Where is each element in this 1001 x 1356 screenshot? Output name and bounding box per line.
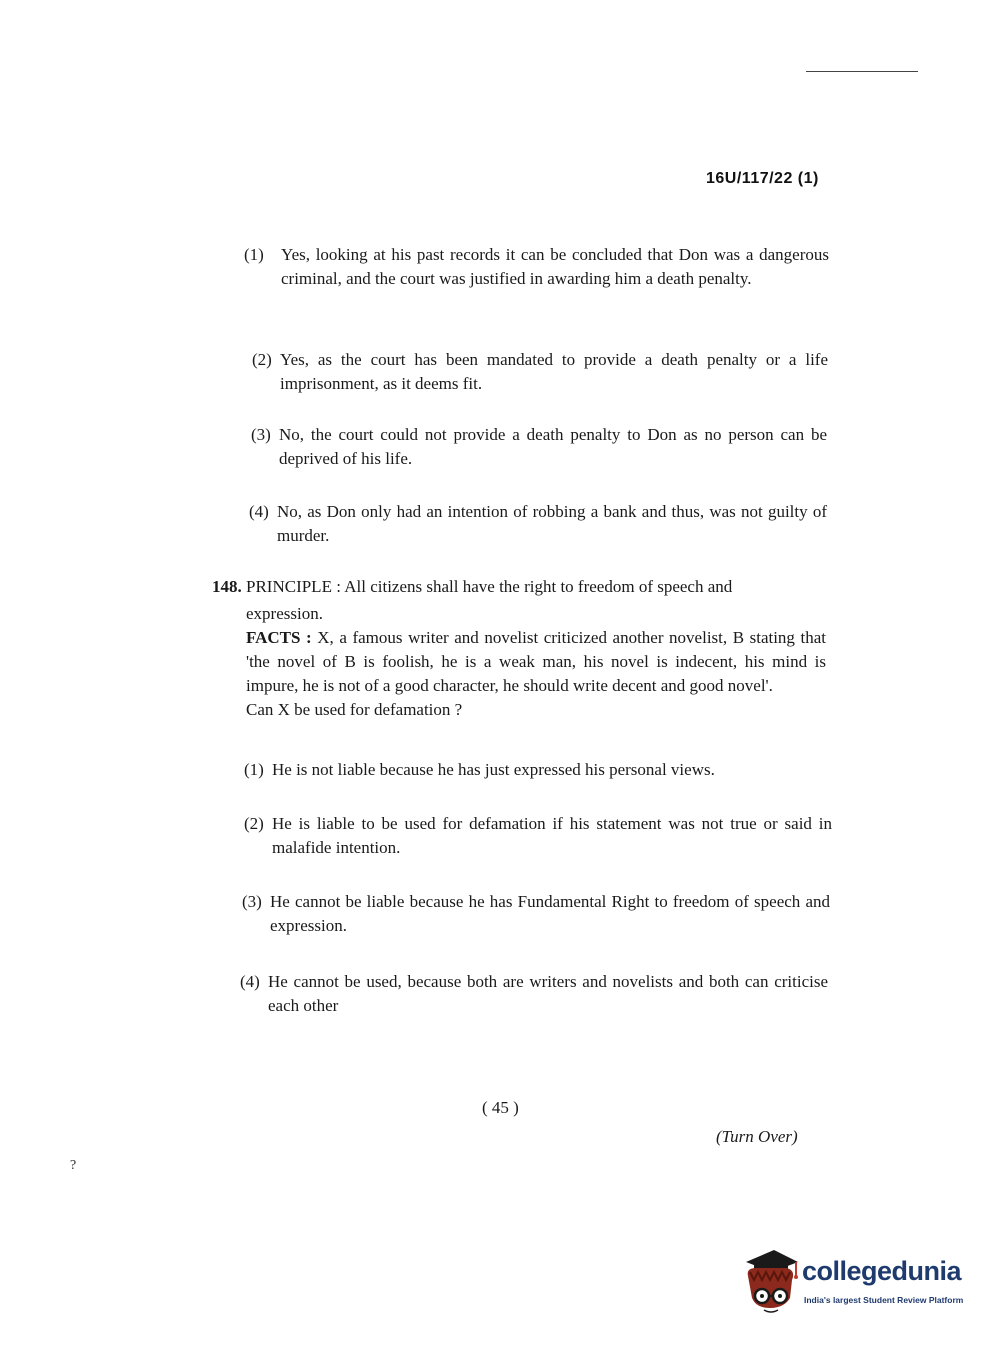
facts-block <box>246 626 826 698</box>
q148-option-1 <box>244 758 834 784</box>
facts-text: X, a famous writer and novelist criticized another novelist, B stating that 'the novel of B is foolish, he is a weak man, his novel is indecent, his mind is impure, he is not of a good character, he should write decent and good novel'. <box>246 628 826 695</box>
option-number: (2) <box>252 350 272 369</box>
brand-name: collegedunia <box>802 1256 962 1286</box>
option-number: (3) <box>242 892 262 911</box>
question-148-principle <box>212 575 830 599</box>
top-rule <box>806 71 918 72</box>
question-148-body <box>246 602 826 722</box>
prev-option-4 <box>249 500 831 548</box>
option-number: (1) <box>244 245 264 264</box>
option-text: He cannot be used, because both are writers and novelists and both can criticise each other <box>268 972 828 1015</box>
option-text: No, as Don only had an intention of robbing a bank and thus, was not guilty of murder. <box>277 502 827 545</box>
q148-option-3 <box>242 890 832 938</box>
page-number: ( 45 ) <box>482 1098 519 1117</box>
question-number: 148. <box>212 577 242 596</box>
principle-continuation: expression. <box>246 604 323 623</box>
q148-option-4 <box>240 970 830 1018</box>
option-number: (4) <box>240 972 260 991</box>
option-text: Yes, as the court has been mandated to provide a death penalty or a life imprisonment, as it deems fit. <box>280 350 828 393</box>
turn-over-note: (Turn Over) <box>716 1127 798 1146</box>
prev-option-1 <box>244 243 832 315</box>
prev-option-3 <box>251 423 831 471</box>
option-text: He is liable to be used for defamation if his statement was not true or said in malafide intention. <box>272 814 832 857</box>
prev-option-2 <box>252 348 832 396</box>
option-number: (4) <box>249 502 269 521</box>
option-text: He cannot be liable because he has Fundamental Right to freedom of speech and expression. <box>270 892 830 935</box>
q148-option-2 <box>244 812 834 860</box>
option-text: Yes, looking at his past records it can be concluded that Don was a dangerous criminal, and the court was justified in awarding him a death penalty. <box>281 245 829 288</box>
principle-text: PRINCIPLE : All citizens shall have the right to freedom of speech and <box>246 577 733 596</box>
brand-tagline: India's largest Student Review Platform <box>804 1295 964 1305</box>
option-text: No, the court could not provide a death penalty to Don as no person can be deprived of his life. <box>279 425 827 468</box>
option-number: (3) <box>251 425 271 444</box>
facts-label: FACTS : <box>246 628 312 647</box>
mascot-icon <box>740 1246 800 1316</box>
option-text: He is not liable because he has just expressed his personal views. <box>272 760 715 779</box>
collegedunia-logo <box>740 1246 972 1316</box>
option-number: (2) <box>244 814 264 833</box>
stray-mark: ? <box>70 1158 77 1173</box>
question-text: Can X be used for defamation ? <box>246 700 463 719</box>
paper-code: 16U/117/22 (1) <box>706 170 819 187</box>
option-number: (1) <box>244 760 264 779</box>
